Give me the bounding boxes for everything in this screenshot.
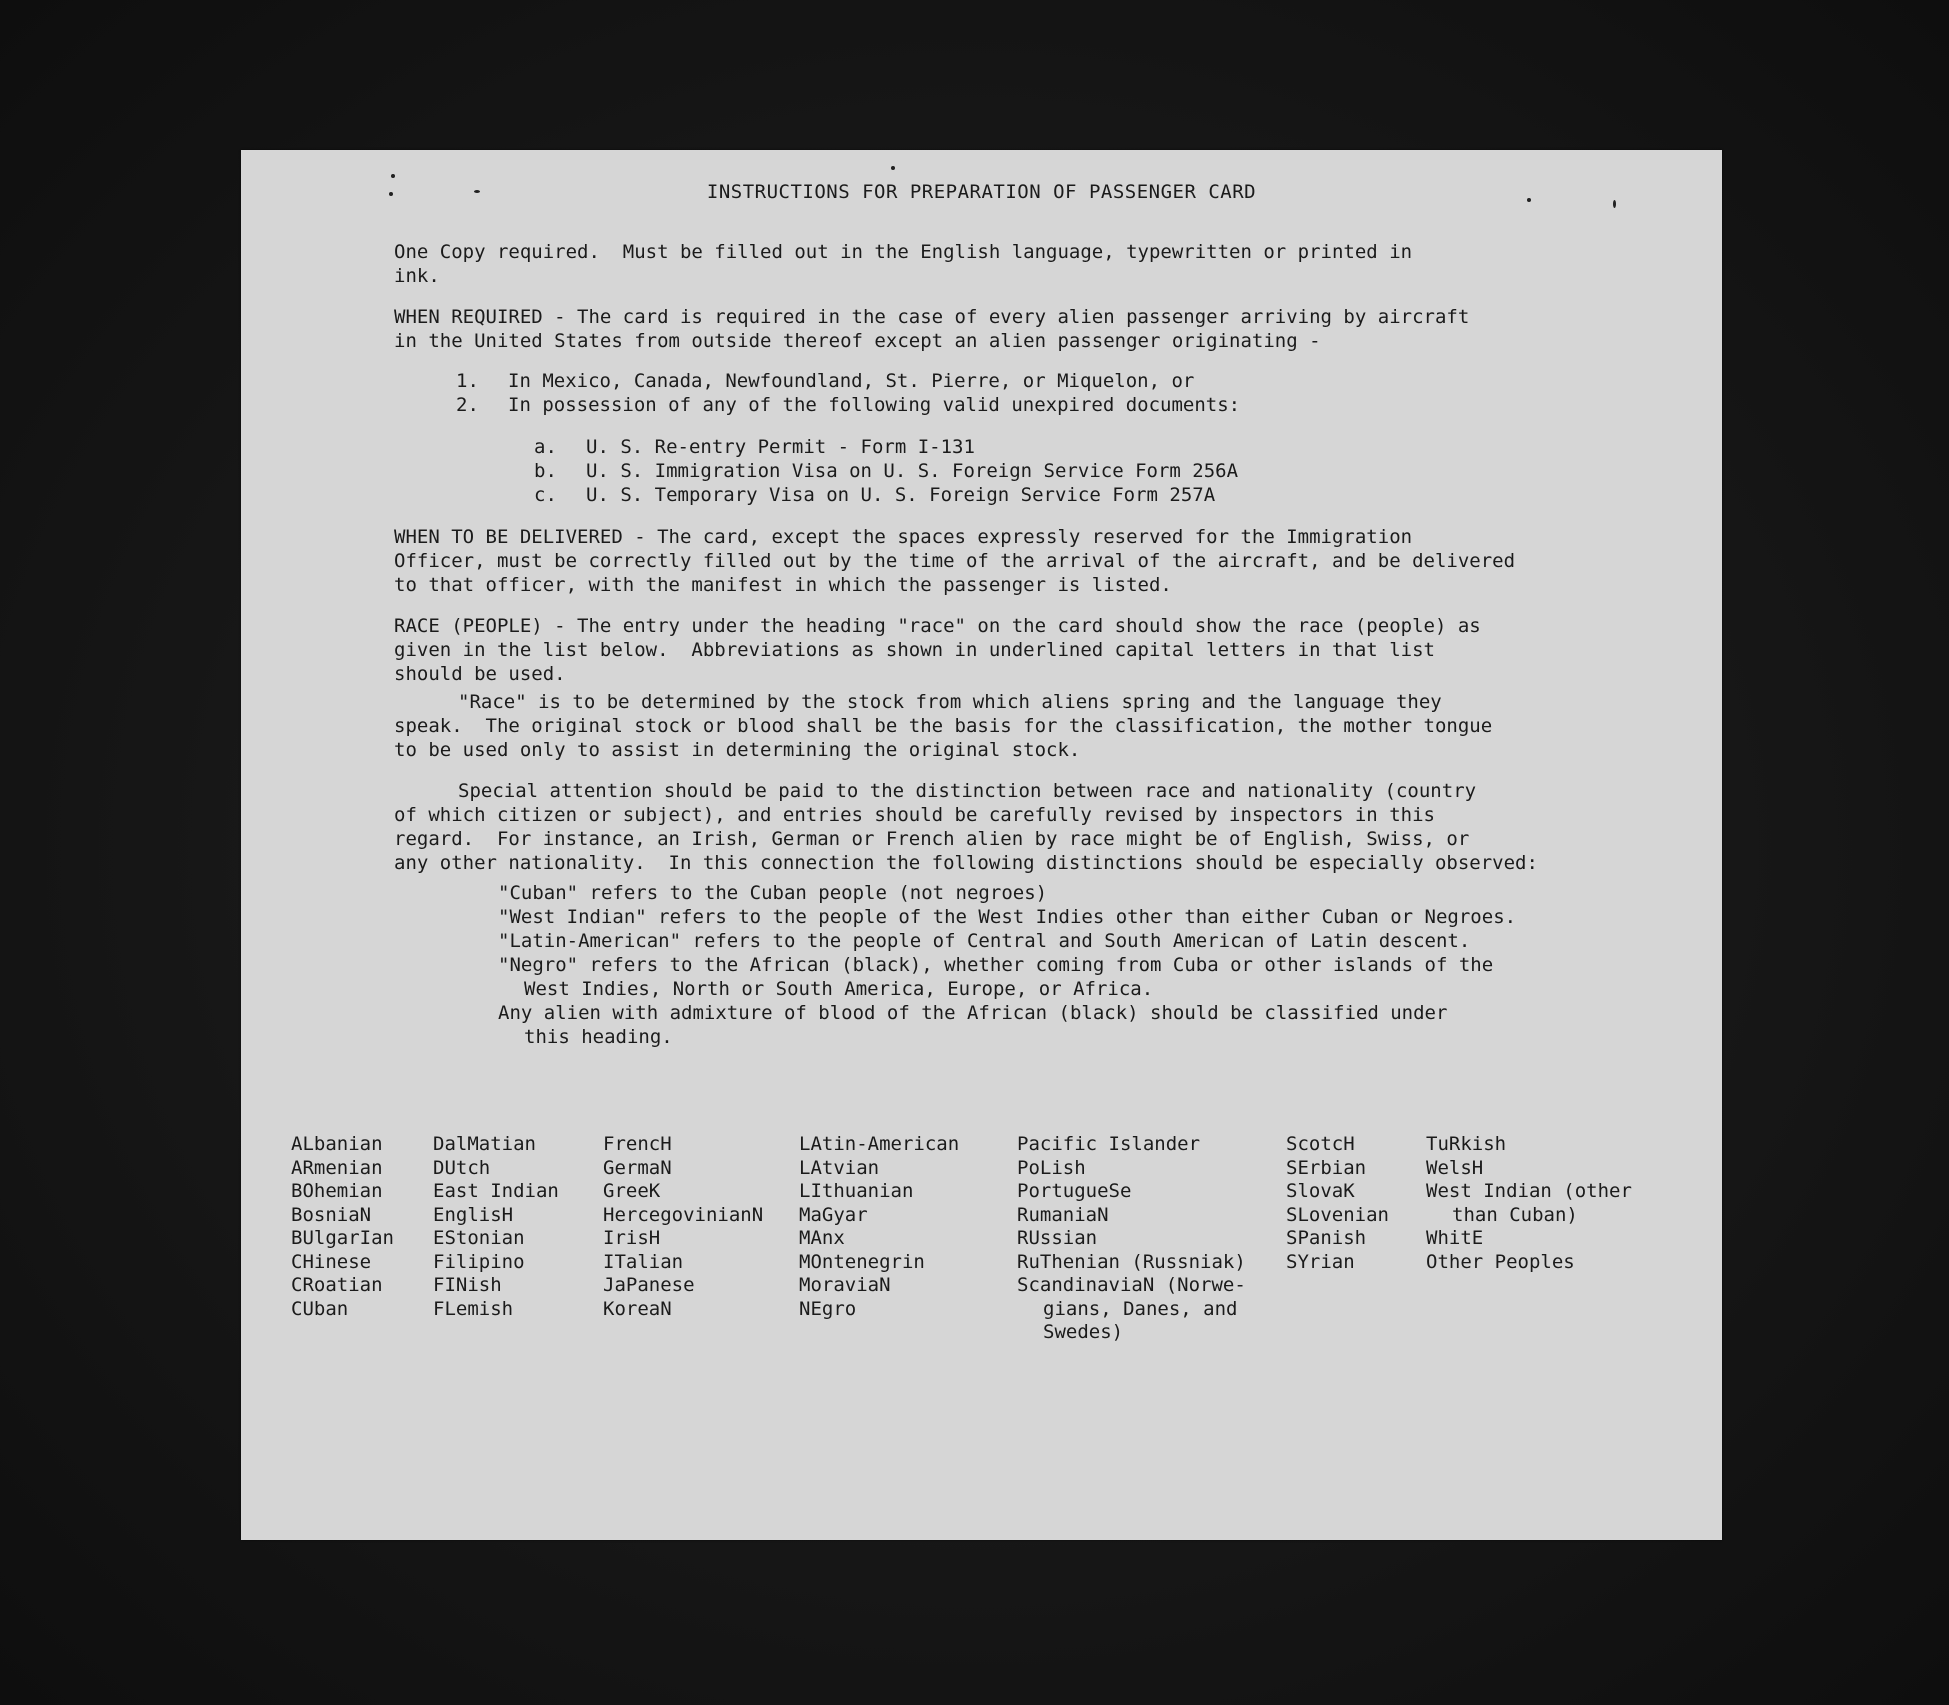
list-item <box>534 459 1694 483</box>
race-entry: GermaN <box>603 1156 672 1179</box>
when-required-paragraph: WHEN REQUIRED - The card is required in the case of every alien passenger arriving by aircraft in the United States from outside thereof except an alien passenger originating - <box>394 306 1470 352</box>
distinction-item: "Cuban" refers to the Cuban people (not negroes) <box>498 882 1048 904</box>
race-column <box>1426 1132 1632 1273</box>
race-entry: PortugueSe <box>1017 1180 1132 1202</box>
when-delivered-paragraph: WHEN TO BE DELIVERED - The card, except the spaces expressly reserved for the Immigration Officer, must be correctly filled out by the time of the arrival of the aircraft, and be delivered to that officer, with the manifest in which the passenger is listed. <box>394 526 1516 596</box>
race-entry: LIthuanian <box>799 1180 914 1202</box>
list-item <box>534 435 1694 459</box>
ink-speck <box>891 166 895 170</box>
race-entry: HercegovinianN <box>603 1203 764 1226</box>
race-entry: SLovenian <box>1286 1203 1389 1226</box>
race-entry: RuThenian (Russniak) <box>1017 1250 1246 1273</box>
race-entry: CUban <box>291 1297 349 1320</box>
intro-paragraph: One Copy required. Must be filled out in the English language, typewritten or printed in ink. <box>394 241 1413 287</box>
admixture-note: Any alien with admixture of blood of the African (black) should be classified under <box>498 1002 1448 1024</box>
race-entry: NEgro <box>799 1297 857 1320</box>
list-number: 1. <box>456 370 479 392</box>
race-entry: BosniaN <box>291 1203 372 1226</box>
race-entry: CRoatian <box>291 1274 383 1296</box>
passenger-card-instructions-sheet <box>241 150 1722 1540</box>
list-letter: c. <box>534 484 557 506</box>
race-entry: SPanish <box>1286 1227 1367 1249</box>
list-item <box>456 369 1694 393</box>
special-attention-paragraph: Special attention should be paid to the distinction between race and nationality (country of which citizen or subject), and entries should be carefully revised by inspectors in this regard. For instance, an Irish, German or French alien by race might be of English, Swiss, or any other nationality. In this connection the following distinctions should be especially observed: <box>394 780 1538 874</box>
race-entry: RumaniaN <box>1017 1203 1109 1226</box>
race-entry: FINish <box>433 1274 502 1296</box>
race-entry: GreeK <box>603 1180 661 1202</box>
race-entry: Filipino <box>433 1250 525 1273</box>
race-entry: LAtin-American <box>799 1133 960 1155</box>
distinctions-list <box>498 881 1694 1049</box>
race-entry: LAtvian <box>799 1156 880 1179</box>
list-letter: b. <box>534 460 557 482</box>
race-entry: SYrian <box>1286 1250 1355 1273</box>
list-item <box>456 393 1694 417</box>
race-entry: MOntenegrin <box>799 1250 925 1273</box>
race-entry: WelsH <box>1426 1156 1484 1179</box>
race-entry: FLemish <box>433 1297 514 1320</box>
race-entry: MaGyar <box>799 1203 868 1226</box>
distinction-item: "West Indian" refers to the people of the West Indies other than either Cuban or Negroes. <box>498 906 1517 928</box>
race-entry: ScandinaviaN (Norwe- <box>1017 1274 1246 1296</box>
instructions-body <box>394 240 1694 1049</box>
race-entry: DalMatian <box>433 1133 536 1155</box>
page-title: INSTRUCTIONS FOR PREPARATION OF PASSENGER CARD <box>706 181 1257 203</box>
race-entry: PoLish <box>1017 1156 1086 1179</box>
list-item-text: U. S. Temporary Visa on U. S. Foreign Service Form 257A <box>586 484 1216 506</box>
distinction-item: "Latin-American" refers to the people of Central and South American of Latin descent. <box>498 930 1471 952</box>
race-entry: gians, Danes, and <box>1043 1297 1238 1320</box>
documents-list <box>394 435 1694 507</box>
race-entry: KoreaN <box>603 1297 672 1320</box>
distinction-item-continued: West Indies, North or South America, Europe, or Africa. <box>524 978 1154 1000</box>
race-entry: than Cuban) <box>1452 1203 1578 1226</box>
race-column <box>603 1132 763 1320</box>
race-column <box>291 1132 394 1320</box>
race-entry: IrisH <box>603 1227 661 1249</box>
list-item-text: U. S. Re-entry Permit - Form I-131 <box>586 436 975 458</box>
race-entry: DUtch <box>433 1156 491 1179</box>
numbered-list <box>394 369 1694 417</box>
race-entry: SlovaK <box>1286 1180 1355 1202</box>
race-entry: MAnx <box>799 1227 845 1249</box>
list-item-text: In possession of any of the following valid unexpired documents: <box>508 394 1241 416</box>
race-determined-paragraph: "Race" is to be determined by the stock from which aliens spring and the language they speak. The original stock or blood shall be the basis for the classification, the mother tongue to be used only to assist in determining the original stock. <box>394 691 1493 761</box>
race-entry: Other Peoples <box>1426 1250 1575 1273</box>
race-list <box>291 1132 1711 1362</box>
race-entry: TuRkish <box>1426 1133 1507 1155</box>
list-item <box>534 483 1694 507</box>
race-people-paragraph: RACE (PEOPLE) - The entry under the heading "race" on the card should show the race (people) as given in the list below. Abbreviations as shown in underlined capital letters in that list should be used. <box>394 615 1481 685</box>
race-entry: East Indian <box>433 1180 559 1202</box>
race-entry: Pacific Islander <box>1017 1133 1201 1155</box>
race-entry: BOhemian <box>291 1180 383 1202</box>
race-column <box>1286 1132 1389 1273</box>
race-column <box>1017 1132 1246 1344</box>
race-column <box>433 1132 559 1320</box>
race-entry: SErbian <box>1286 1156 1367 1179</box>
race-entry: EStonian <box>433 1227 525 1249</box>
admixture-note-continued: this heading. <box>524 1026 673 1048</box>
race-entry: ARmenian <box>291 1156 383 1179</box>
race-column <box>799 1132 959 1320</box>
race-entry: Swedes) <box>1043 1321 1124 1343</box>
list-item-text: U. S. Immigration Visa on U. S. Foreign Service Form 256A <box>586 460 1239 482</box>
race-entry: CHinese <box>291 1250 372 1273</box>
race-entry: BUlgarIan <box>291 1227 394 1249</box>
race-entry: ALbanian <box>291 1133 383 1155</box>
race-entry: RUssian <box>1017 1227 1098 1249</box>
race-entry: MoraviaN <box>799 1274 891 1296</box>
list-number: 2. <box>456 394 479 416</box>
list-letter: a. <box>534 436 557 458</box>
race-entry: WhitE <box>1426 1227 1484 1249</box>
race-entry: ITalian <box>603 1250 684 1273</box>
race-entry: JaPanese <box>603 1274 695 1296</box>
race-entry: FrencH <box>603 1133 672 1155</box>
race-entry: ScotcH <box>1286 1133 1355 1155</box>
race-entry: EnglisH <box>433 1203 514 1226</box>
race-entry: West Indian (other <box>1426 1180 1632 1202</box>
list-item-text: In Mexico, Canada, Newfoundland, St. Pierre, or Miquelon, or <box>508 370 1195 392</box>
ink-speck <box>391 174 395 178</box>
distinction-item: "Negro" refers to the African (black), whether coming from Cuba or other islands of the <box>498 954 1494 976</box>
